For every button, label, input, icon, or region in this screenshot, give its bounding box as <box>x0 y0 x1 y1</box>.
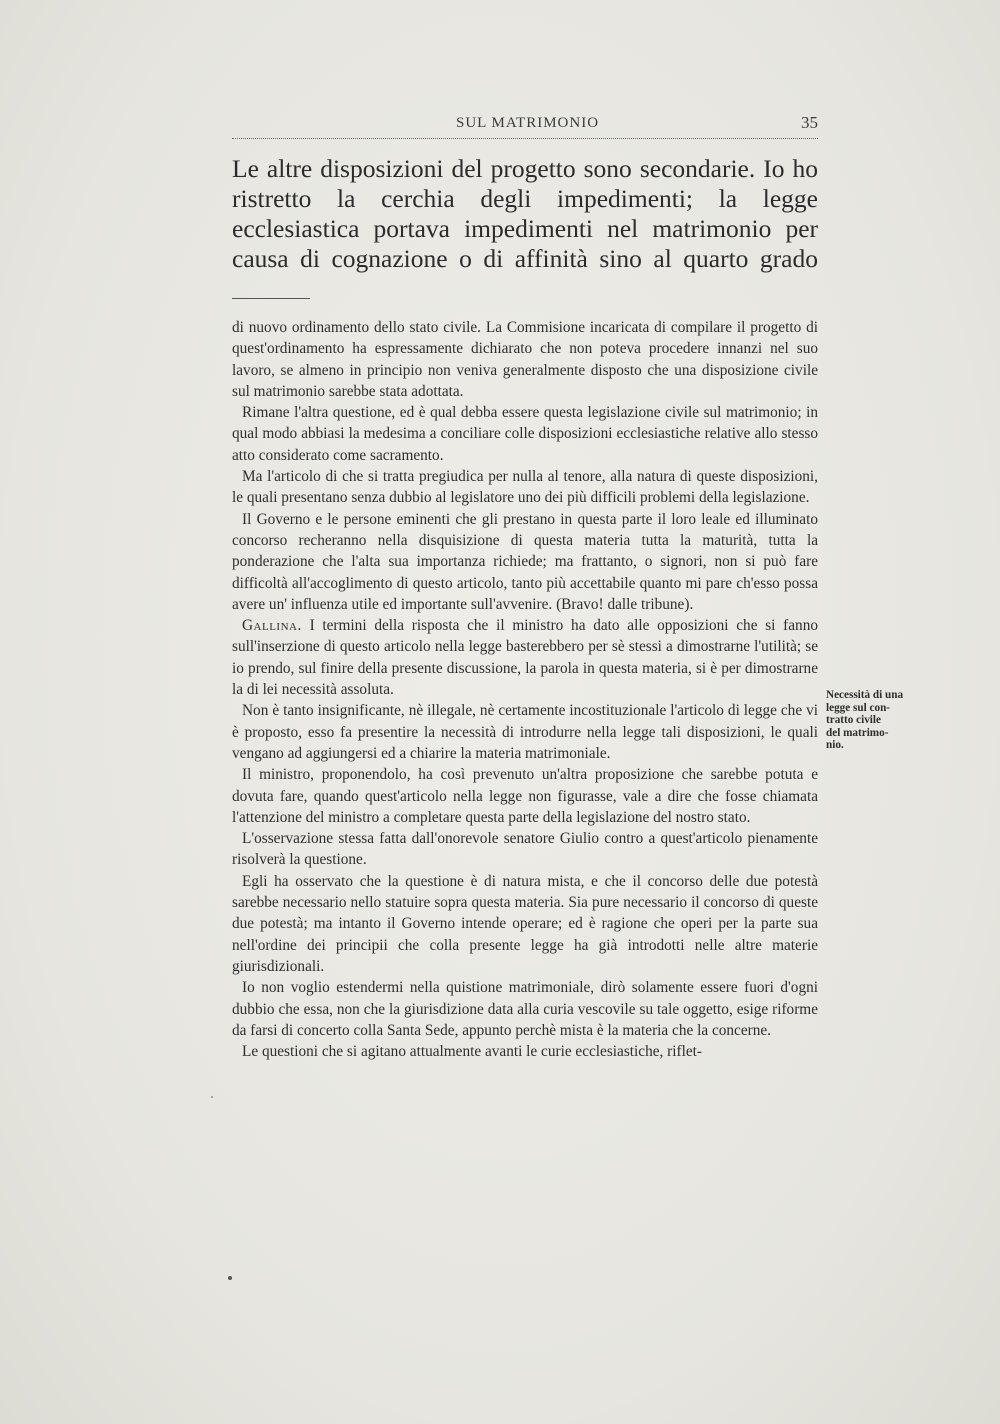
page-number: 35 <box>801 113 818 132</box>
intro-paragraph: Le altre disposizioni del progetto sono secondarie. Io ho ristretto la cerchia degli impedimenti; la legge ecclesiastica portava impedimenti nel matrimonio per causa di cognazione o di affinità sino al quarto grado <box>232 154 818 273</box>
paragraph: di nuovo ordinamento dello stato civile. La Commisione incaricata di compilare il progetto di quest'ordinamento ha espressamente dichiarato che non poteva procedere innanzi nel suo lavoro, se almeno in principio non veniva generalmente disposto che una disposizione civile sul matrimonio sarebbe stata adottata. <box>232 319 818 400</box>
paragraph: Il ministro, proponendolo, ha così prevenuto un'altra proposizione che sarebbe potuta e dovuta fare, quando quest'articolo nella legge non figurasse, vale a dire che fosse chiamata l'attenzione del ministro a completare questa parte della legislazione del nostro stato. <box>232 766 818 826</box>
speaker-name: Gallina. <box>242 617 302 635</box>
paper-speck <box>228 1276 232 1280</box>
margin-note-line: tratto civile <box>826 714 881 727</box>
paragraph: L'osservazione stessa fatta dall'onorevole senatore Giulio contro a quest'articolo pienamente risolverà la questione. <box>232 830 818 869</box>
running-title: SUL MATRIMONIO <box>456 115 600 131</box>
paragraph: Ma l'articolo di che si tratta pregiudica per nulla al tenore, alla natura di queste disposizioni, le quali presentano senza dubbio al legislatore uno dei più difficili problemi della legislazione. <box>232 468 818 507</box>
paper-speck <box>211 1096 213 1098</box>
paragraph: Le questioni che si agitano attualmente avanti le curie ecclesiastiche, riflet- <box>242 1043 702 1061</box>
margin-note-line: Necessità di una <box>826 689 904 701</box>
paragraph: Egli ha osservato che la questione è di natura mista, e che il concorso delle due potestà sarebbe necessario nello statuire sopra questa materia. Sia pure necessario il concorso di queste due potestà; ma intanto il Governo intende operare; ed è ragione che operi per la parte sua nell'ordine dei principii che colla presente legge ha già introdotti nelle altre materie giurisdizionali. <box>232 872 818 975</box>
speaker-text: I termini della risposta che il ministro ha dato alle opposizioni che si fanno sull'inserzione di questo articolo nella legge basterebbero per sè stessi a dimostrarne l'utilità; se io prendo, sul finire della presente discussione, la parola in questa materia, si è per dimostrarne la di lei necessità assoluta. <box>232 617 818 699</box>
body-text <box>232 317 818 1062</box>
intro-paragraph-block <box>232 154 818 274</box>
running-head <box>232 114 818 139</box>
paragraph: Il Governo e le persone eminenti che gli prestano in questa parte il loro leale ed illuminato concorso recheranno nella disquisizione di questa materia tutta la maturità, tutta la ponderazione che l'alta sua importanza richiede; ma frattanto, o signori, non si può fare difficoltà all'accoglimento di questo articolo, tanto più accettabile quanto mi pare ch'esso possa avere un' influenza utile ed importante sull'avvenire. (Bravo! dalle tribune). <box>232 510 818 613</box>
margin-note <box>826 689 928 752</box>
paragraph: Non è tanto insignificante, nè illegale, nè certamente incostituzionale l'articolo di legge che vi è proposto, esso fa presentire la necessità di introdurre nella legge tali disposizioni, le quali vengano ad aggiungersi ed a chiarire la materia matrimoniale. <box>232 702 818 762</box>
margin-note-line: nio. <box>826 739 844 752</box>
margin-note-line: del matrimo- <box>826 726 889 739</box>
paragraph: Io non voglio estendermi nella quistione matrimoniale, dirò solamente essere fuori d'ogni dubbio che essa, non che la giurisdizione data alla curia vescovile su tale oggetto, esige riforme da farsi di concerto colla Santa Sede, appunto perchè mista è la materia che la concerne. <box>232 979 818 1039</box>
paragraph: Rimane l'altra questione, ed è qual debba essere questa legislazione civile sul matrimonio; in qual modo abbiasi la medesima a conciliare colle disposizioni ecclesiastiche relative allo stesso atto considerato come sacramento. <box>232 404 818 464</box>
speaker-paragraph <box>232 615 818 700</box>
separator-rule <box>232 298 310 299</box>
margin-note-line: legge sul con- <box>826 701 891 714</box>
